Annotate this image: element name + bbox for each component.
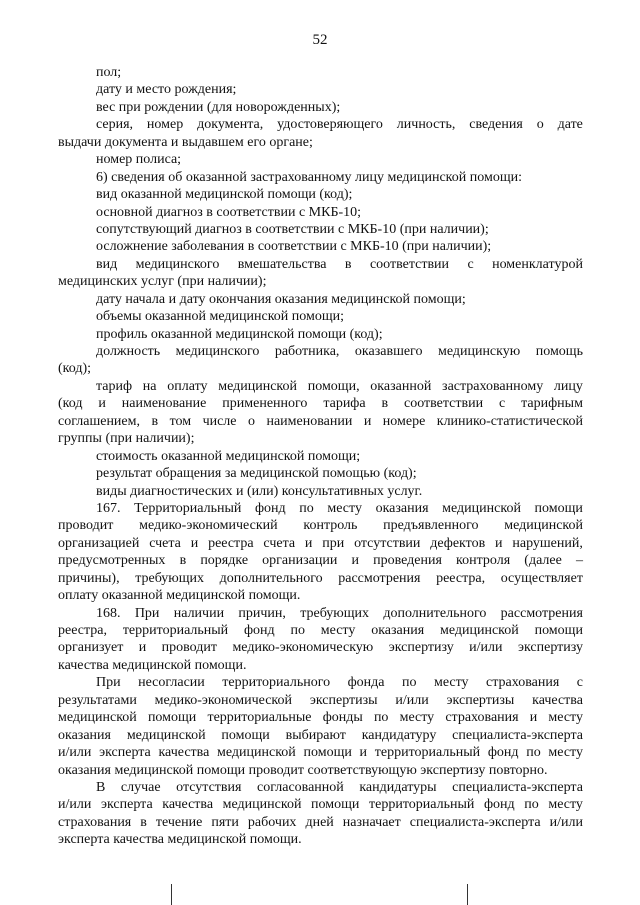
text-line: предусмотренных в порядке организации и проведения контроля (далее –	[58, 553, 583, 569]
text-line: выдачи документа и выдавшем его органе;	[58, 134, 313, 150]
text-line: медицинской помощи территориальные фонды по месту страхования и месту	[58, 710, 583, 726]
scan-edge-mark-left	[171, 884, 172, 905]
text-line: реестра, территориальный фонд по месту оказания медицинской помощи	[58, 623, 583, 638]
text-line: виды диагностических и (или) консультативных услуг.	[96, 483, 423, 499]
text-line: профиль оказанной медицинской помощи (код);	[96, 326, 383, 342]
text-line: страхования в течение пяти рабочих дней назначает специалиста-эксперта и/или	[58, 814, 583, 830]
text-line: пол;	[96, 65, 122, 80]
text-line: организует и проводит медико-экономическую экспертизу и/или экспертизу	[58, 640, 583, 656]
text-line: проводит медико-экономический контроль предъявленного медицинской	[58, 518, 583, 534]
text-line: вес при рождении (для новорожденных);	[96, 99, 341, 115]
text-line: организацией счета и реестра счета и при отсутствии дефектов и нарушений,	[58, 535, 583, 551]
text-line: дату и место рождения;	[96, 82, 237, 98]
text-line: дату начала и дату окончания оказания медицинской помощи;	[96, 291, 466, 307]
text-line: вид медицинского вмешательства в соответствии с номенклатурой	[96, 256, 583, 272]
text-line: медицинских услуг (при наличии);	[58, 274, 267, 290]
text-line: 6) сведения об оказанной застрахованному лицу медицинской помощи:	[96, 169, 522, 185]
text-line: качества медицинской помощи.	[58, 657, 247, 673]
page-number: 52	[312, 32, 328, 48]
text-line: В случае отсутствия согласованной кандидатуры специалиста-эксперта	[96, 779, 583, 795]
text-line: и/или эксперта качества медицинской помощи территориальный фонд по месту	[58, 797, 583, 813]
text-line: вид оказанной медицинской помощи (код);	[96, 187, 353, 203]
text-line: оплату оказанной медицинской помощи.	[58, 588, 301, 604]
text-line: номер полиса;	[96, 152, 182, 168]
text-line: результат обращения за медицинской помощью (код);	[96, 466, 417, 482]
document-body	[58, 64, 583, 849]
text-line: основной диагноз в соответствии с МКБ-10;	[96, 204, 362, 220]
text-line: группы (при наличии);	[58, 431, 195, 447]
text-line: 168. При наличии причин, требующих дополнительного рассмотрения	[96, 605, 583, 621]
text-line: эксперта качества медицинской помощи.	[58, 832, 302, 848]
text-line: При несогласии территориального фонда по месту страхования с	[96, 675, 583, 691]
text-line: оказания медицинской помощи выбирают кандидатуру специалиста-эксперта	[58, 727, 583, 743]
text-line: результатами медико-экономической экспертизы и/или экспертизы качества	[58, 692, 583, 708]
text-line: объемы оказанной медицинской помощи;	[96, 309, 345, 325]
text-line: соглашением, в том числе о наименовании и номере клинико-статистической	[58, 413, 583, 429]
text-line: стоимость оказанной медицинской помощи;	[96, 448, 361, 464]
text-line: оказания медицинской помощи проводит соответствующую экспертизу повторно.	[58, 762, 548, 778]
text-line: осложнение заболевания в соответствии с МКБ-10 (при наличии);	[96, 239, 492, 255]
text-line: и/или эксперта качества медицинской помощи и территориальный фонд по месту	[58, 745, 583, 761]
text-line: серия, номер документа, удостоверяющего личность, сведения о дате	[96, 117, 583, 133]
text-line: 167. Территориальный фонд по месту оказания медицинской помощи	[96, 500, 583, 516]
text-line: сопутствующий диагноз в соответствии с МКБ-10 (при наличии);	[96, 221, 489, 237]
text-line: (код);	[58, 361, 92, 377]
text-line: причины), требующих дополнительного рассмотрения реестра, осуществляет	[58, 570, 583, 586]
text-line: должность медицинского работника, оказавшего медицинскую помощь	[96, 344, 583, 359]
scan-edge-mark-right	[467, 884, 468, 905]
text-line: (код и наименование примененного тарифа в соответствии с тарифным	[58, 396, 583, 412]
text-line: тариф на оплату медицинской помощи, оказанной застрахованному лицу	[96, 378, 583, 394]
